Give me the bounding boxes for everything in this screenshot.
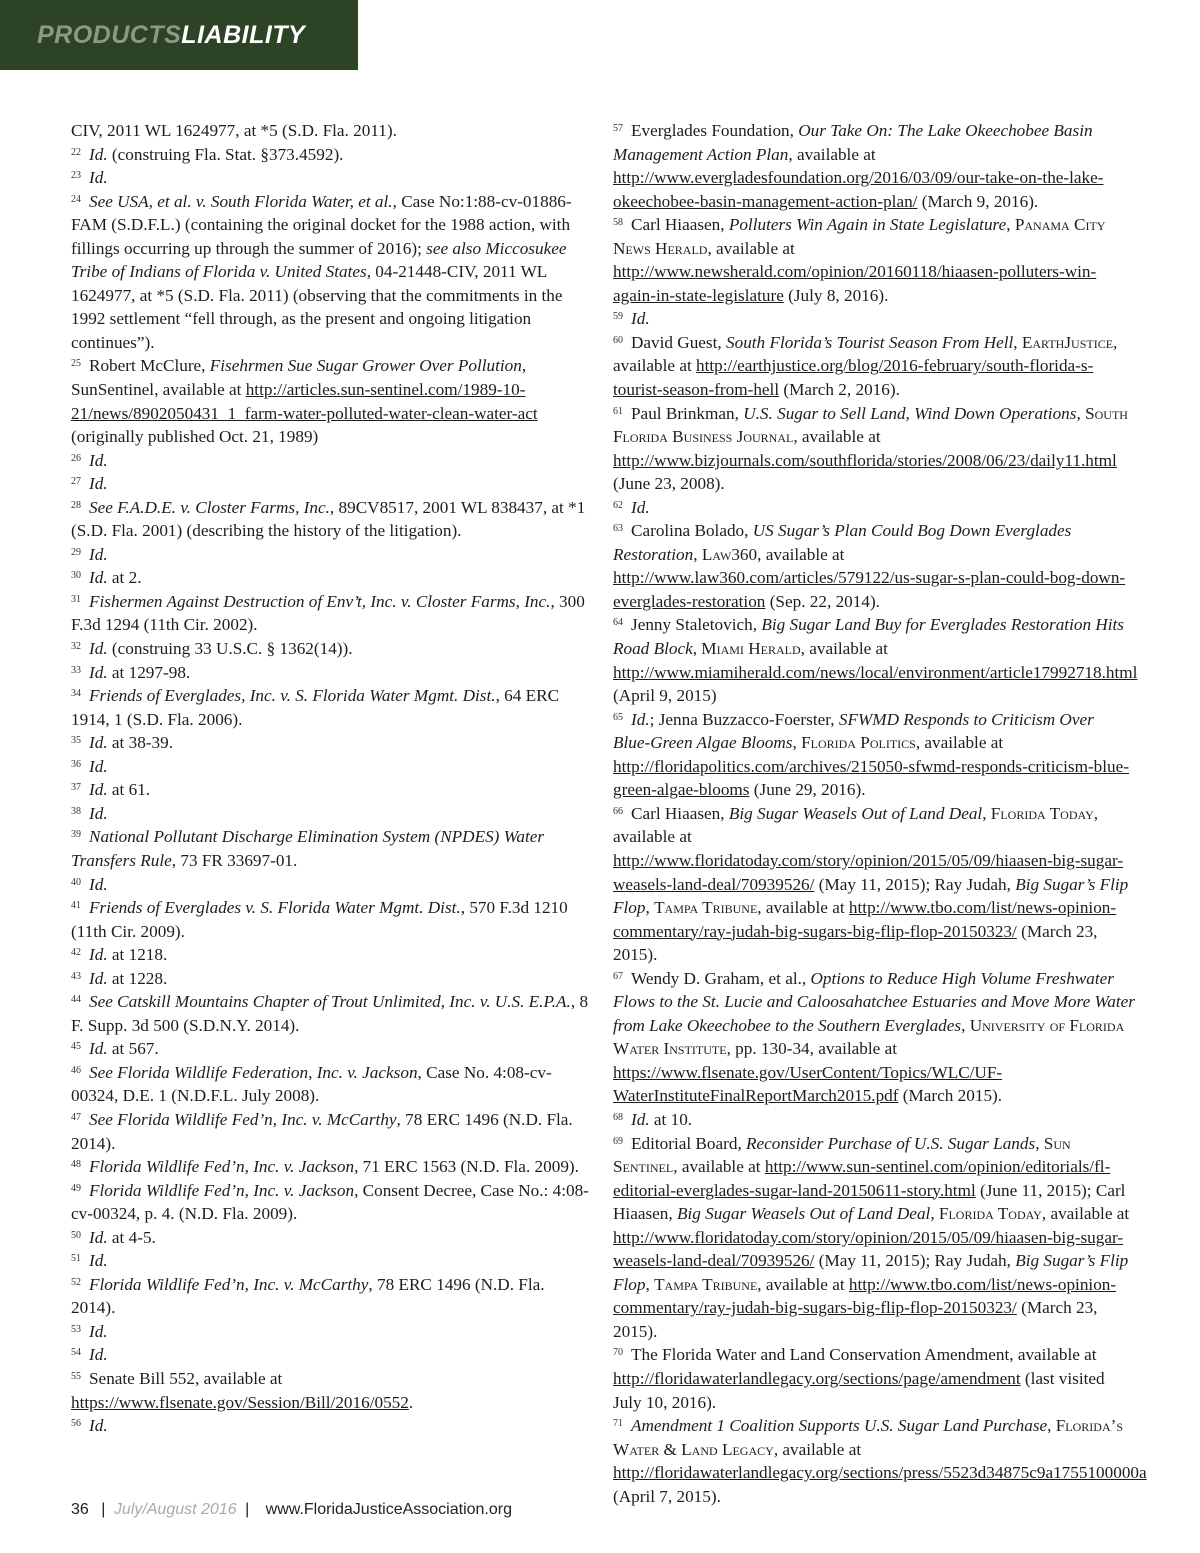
- footnote-link[interactable]: http://www.tbo.com/list/news-opinion-commentary/ray-judah-big-sugars-big-flip-flop-20150323/: [613, 898, 1117, 941]
- footnote-link[interactable]: https://www.flsenate.gov/Session/Bill/2016/0552: [71, 1392, 409, 1412]
- footnote-54: $^{54}$ Id.: [71, 1345, 108, 1365]
- footnote-64: $^{64}$ Jenny Staletovich, Big Sugar Land Buy for Everglades Restoration Hits Road Block, Miami Herald, available at http://www.miamiherald.com/news/local/environment/article17992718.html (April 9, 2015): [613, 615, 1138, 706]
- footnote-66: $^{66}$ Carl Hiaasen, Big Sugar Weasels Out of Land Deal, Florida Today, available at http://www.floridatoday.com/story/opinion/2015/05/09/hiaasen-big-sugar-weasels-land-deal/70939526/ (May 11, 2015); Ray Judah, Big Sugar’s Flip Flop, Tampa Tribune, available at http://www.tbo.com/list/news-opinion-commentary/ray-judah-big-sugars-big-flip-flop-20150323/ (March 23, 2015).: [613, 803, 1129, 965]
- section-title-liability: LIABILITY: [181, 21, 306, 49]
- footer-separator: |: [101, 1501, 106, 1518]
- footnote-47: $^{47}$ See Florida Wildlife Fed’n, Inc. v. McCarthy, 78 ERC 1496 (N.D. Fla. 2014).: [71, 1109, 573, 1153]
- footnote-61: $^{61}$ Paul Brinkman, U.S. Sugar to Sell Land, Wind Down Operations, South Florida Business Journal, available at http://www.bizjournals.com/southflorida/stories/2008/06/23/daily11.html (June 23, 2008).: [613, 403, 1128, 494]
- page-number: 36: [71, 1501, 89, 1518]
- footnote-link[interactable]: http://articles.sun-sentinel.com/1989-10-21/news/8902050431_1_farm-water-polluted-water-clean-water-act: [71, 380, 538, 423]
- footnote-29: $^{29}$ Id.: [71, 544, 108, 564]
- footnote-link[interactable]: https://www.flsenate.gov/UserContent/Topics/WLC/UF-WaterInstituteFinalReportMarch2015.pdf: [613, 1062, 1003, 1106]
- footnote-56: $^{56}$ Id.: [71, 1416, 108, 1436]
- footnote-57: $^{57}$ Everglades Foundation, Our Take On: The Lake Okeechobee Basin Management Action Plan, available at http://www.evergladesfoundation.org/2016/03/09/our-take-on-the-lake-okeechobee-basin-management-action-plan/ (March 9, 2016).: [613, 121, 1104, 211]
- footnote-59: $^{59}$ Id.: [613, 309, 650, 329]
- footnote-71: $^{71}$ Amendment 1 Coalition Supports U.S. Sugar Land Purchase, Florida’s Water & Land Legacy, available at http://floridawaterlandlegacy.org/sections/press/5523d34875c9a1755100000a (April 7, 2015).: [613, 1416, 1147, 1506]
- footnote-link[interactable]: http://www.newsherald.com/opinion/20160118/hiaasen-polluters-win-again-in-state-legislature: [613, 262, 1097, 305]
- footnote-37: $^{37}$ Id. at 61.: [71, 780, 151, 800]
- footnote-50: $^{50}$ Id. at 4-5.: [71, 1227, 156, 1247]
- footnote-25: $^{25}$ Robert McClure, Fisehrmen Sue Sugar Grower Over Pollution, SunSentinel, available at http://articles.sun-sentinel.com/1989-10-21/news/8902050431_1_farm-water-polluted-water-clean-water-act (originally published Oct. 21, 1989): [71, 356, 538, 447]
- section-title: [37, 17, 305, 53]
- footnote-49: $^{49}$ Florida Wildlife Fed’n, Inc. v. Jackson, Consent Decree, Case No.: 4:08-cv-00324, p. 4. (N.D. Fla. 2009).: [71, 1180, 589, 1224]
- footnote-link[interactable]: http://www.sun-sentinel.com/opinion/editorials/fl-editorial-everglades-sugar-land-20150611-story.html: [613, 1157, 1111, 1200]
- footnote-41: $^{41}$ Friends of Everglades v. S. Florida Water Mgmt. Dist., 570 F.3d 1210 (11th Cir. 2009).: [71, 898, 568, 941]
- footnote-link[interactable]: http://floridawaterlandlegacy.org/sections/press/5523d34875c9a1755100000a: [613, 1463, 1147, 1483]
- footnote-52: $^{52}$ Florida Wildlife Fed’n, Inc. v. McCarthy, 78 ERC 1496 (N.D. Fla. 2014).: [71, 1274, 545, 1318]
- footnote-38: $^{38}$ Id.: [71, 803, 108, 823]
- footnote-22: $^{22}$ Id. (construing Fla. Stat. §373.4592).: [71, 144, 344, 164]
- footnote-39: $^{39}$ National Pollutant Discharge Elimination System (NPDES) Water Transfers Rule, 73 FR 33697-01.: [71, 827, 545, 870]
- footnote-45: $^{45}$ Id. at 567.: [71, 1039, 159, 1059]
- footnote-68: $^{68}$ Id. at 10.: [613, 1109, 693, 1129]
- page-footer: [71, 1500, 512, 1520]
- section-banner: [0, 0, 358, 70]
- footnote-30: $^{30}$ Id. at 2.: [71, 568, 142, 588]
- footnote-55: $^{55}$ Senate Bill 552, available at https://www.flsenate.gov/Session/Bill/2016/0552.: [71, 1368, 414, 1412]
- section-title-products: PRODUCTS: [37, 21, 182, 49]
- footnote-65: $^{65}$ Id.; Jenna Buzzacco-Foerster, SFWMD Responds to Criticism Over Blue-Green Algae Blooms, Florida Politics, available at http://floridapolitics.com/archives/215050-sfwmd-responds-criticism-blue-green-algae-blooms (June 29, 2016).: [613, 709, 1129, 800]
- footnote-70: $^{70}$ The Florida Water and Land Conservation Amendment, available at http://floridawaterlandlegacy.org/sections/page/amendment (last visited July 10, 2016).: [613, 1345, 1105, 1412]
- footnote-32: $^{32}$ Id. (construing 33 U.S.C. § 1362(14)).: [71, 639, 353, 659]
- footnote-27: $^{27}$ Id.: [71, 474, 108, 494]
- footnote-35: $^{35}$ Id. at 38-39.: [71, 733, 174, 753]
- footnote-46: $^{46}$ See Florida Wildlife Federation, Inc. v. Jackson, Case No. 4:08-cv-00324, D.E. 1 (N.D.F.L. July 2008).: [71, 1062, 552, 1106]
- footnote-link[interactable]: http://www.evergladesfoundation.org/2016/03/09/our-take-on-the-lake-okeechobee-basin-management-action-plan/: [613, 168, 1104, 211]
- footnote-link[interactable]: http://www.floridatoday.com/story/opinion/2015/05/09/hiaasen-big-sugar-weasels-land-deal/70939526/: [613, 850, 1124, 894]
- footnote-40: $^{40}$ Id.: [71, 874, 108, 894]
- footnote-62: $^{62}$ Id.: [613, 497, 650, 517]
- footnote-69: $^{69}$ Editorial Board, Reconsider Purchase of U.S. Sugar Lands, Sun Sentinel, available at http://www.sun-sentinel.com/opinion/editorials/fl-editorial-everglades-sugar-land-20150611-story.html (June 11, 2015); Carl Hiaasen, Big Sugar Weasels Out of Land Deal, Florida Today, available at http://www.floridatoday.com/story/opinion/2015/05/09/hiaasen-big-sugar-weasels-land-deal/70939526/ (May 11, 2015); Ray Judah, Big Sugar’s Flip Flop, Tampa Tribune, available at http://www.tbo.com/list/news-opinion-commentary/ray-judah-big-sugars-big-flip-flop-20150323/ (March 23, 2015).: [613, 1133, 1130, 1341]
- footnote-33: $^{33}$ Id. at 1297-98.: [71, 662, 191, 682]
- footnote-44: $^{44}$ See Catskill Mountains Chapter of Trout Unlimited, Inc. v. U.S. E.P.A., 8 F. Supp. 3d 500 (S.D.N.Y. 2014).: [71, 992, 589, 1035]
- footnote-34: $^{34}$ Friends of Everglades, Inc. v. S. Florida Water Mgmt. Dist., 64 ERC 1914, 1 (S.D. Fla. 2006).: [71, 686, 560, 729]
- footer-separator: |: [245, 1501, 250, 1518]
- footnote-link[interactable]: http://www.law360.com/articles/579122/us-sugar-s-plan-could-bog-down-everglades-restoration: [613, 568, 1126, 611]
- footnote-24: $^{24}$ See USA, et al. v. South Florida Water, et al., Case No:1:88-cv-01886-FAM (S.D.F.L.) (containing the original docket for the 1988 action, with fillings occurring up through the summer of 2016); see also Miccosukee Tribe of Indians of Florida v. United States, 04-21448-CIV, 2011 WL 1624977, at *5 (S.D. Fla. 2011) (observing that the commitments in the 1992 settlement “fell through, as the present and ongoing litigation continues”).: [71, 191, 572, 352]
- footnote-link[interactable]: http://floridawaterlandlegacy.org/sections/page/amendment: [613, 1368, 1021, 1388]
- footnote-28: $^{28}$ See F.A.D.E. v. Closter Farms, Inc., 89CV8517, 2001 WL 838437, at *1 (S.D. Fla. 2001) (describing the history of the litigation).: [71, 497, 586, 541]
- footnote-link[interactable]: http://www.floridatoday.com/story/opinion/2015/05/09/hiaasen-big-sugar-weasels-land-deal/70939526/: [613, 1227, 1124, 1271]
- footnote-53: $^{53}$ Id.: [71, 1321, 108, 1341]
- footnote-link[interactable]: http://earthjustice.org/blog/2016-february/south-florida-s-tourist-season-from-hell: [613, 356, 1094, 400]
- footnote-48: $^{48}$ Florida Wildlife Fed’n, Inc. v. Jackson, 71 ERC 1563 (N.D. Fla. 2009).: [71, 1157, 579, 1177]
- website-link[interactable]: www.FloridaJusticeAssociation.org: [265, 1501, 512, 1518]
- footnote-26: $^{26}$ Id.: [71, 450, 108, 470]
- footnote-67: $^{67}$ Wendy D. Graham, et al., Options to Reduce High Volume Freshwater Flows to the St. Lucie and Caloosahatchee Estuaries and Move More Water from Lake Okeechobee to the Southern Everglades, University of Florida Water Institute, pp. 130-34, available at https://www.flsenate.gov/UserContent/Topics/WLC/UF-WaterInstituteFinalReportMarch2015.pdf (March 2015).: [613, 968, 1135, 1106]
- footnote-42: $^{42}$ Id. at 1218.: [71, 945, 168, 965]
- footnote-link[interactable]: http://floridapolitics.com/archives/215050-sfwmd-responds-criticism-blue-green-algae-blooms: [613, 756, 1129, 800]
- footnote-60: $^{60}$ David Guest, South Florida’s Tourist Season From Hell, EarthJustice, available at http://earthjustice.org/blog/2016-february/south-florida-s-tourist-season-from-hell (March 2, 2016).: [613, 332, 1118, 400]
- footnote-continuation: CIV, 2011 WL 1624977, at *5 (S.D. Fla. 2011).: [71, 121, 397, 140]
- footnote-36: $^{36}$ Id.: [71, 756, 108, 776]
- footnote-51: $^{51}$ Id.: [71, 1251, 108, 1271]
- right-footnote-column: [613, 119, 1147, 1508]
- footnote-63: $^{63}$ Carolina Bolado, US Sugar’s Plan Could Bog Down Everglades Restoration, Law360, available at http://www.law360.com/articles/579122/us-sugar-s-plan-could-bog-down-everglades-restoration (Sep. 22, 2014).: [613, 521, 1126, 611]
- footnote-58: $^{58}$ Carl Hiaasen, Polluters Win Again in State Legislature, Panama City News Herald, available at http://www.newsherald.com/opinion/20160118/hiaasen-polluters-win-again-in-state-legislature (July 8, 2016).: [613, 215, 1106, 305]
- footnote-link[interactable]: http://www.miamiherald.com/news/local/environment/article17992718.html: [613, 662, 1138, 682]
- issue-date: July/August 2016: [113, 1501, 237, 1518]
- footnote-link[interactable]: http://www.tbo.com/list/news-opinion-commentary/ray-judah-big-sugars-big-flip-flop-20150323/: [613, 1274, 1117, 1318]
- footnote-23: $^{23}$ Id.: [71, 168, 108, 188]
- footnote-43: $^{43}$ Id. at 1228.: [71, 968, 168, 988]
- footnote-31: $^{31}$ Fishermen Against Destruction of Env’t, Inc. v. Closter Farms, Inc., 300 F.3d 1294 (11th Cir. 2002).: [71, 591, 585, 635]
- left-footnote-column: [71, 119, 589, 1438]
- footnote-link[interactable]: http://www.bizjournals.com/southflorida/stories/2008/06/23/daily11.html: [613, 450, 1117, 470]
